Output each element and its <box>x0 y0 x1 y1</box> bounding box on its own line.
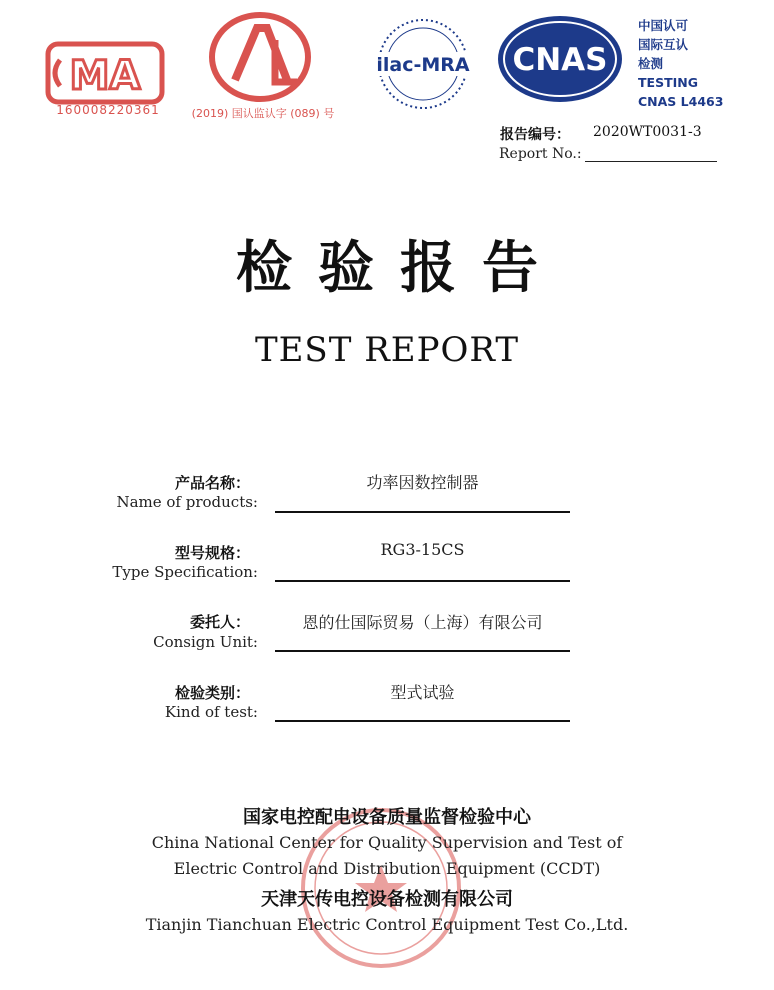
field-underline <box>275 580 570 582</box>
cnas-line: TESTING <box>638 75 698 90</box>
field-label-cn: 型号规格： <box>174 544 250 562</box>
report-no-underline <box>585 161 717 162</box>
ilac-label: ilac-MRA <box>376 54 470 76</box>
cal-caption: (2019) 国认监认字 (089) 号 <box>191 107 335 120</box>
report-no-label-en: Report No.: <box>499 146 582 162</box>
cnas-line: 中国认可 <box>638 18 689 33</box>
org2-name-cn: 天津天传电控设备检测有限公司 <box>261 889 513 910</box>
field-underline <box>275 650 570 652</box>
field-label-cn: 检验类别： <box>174 684 250 702</box>
field-label-en: Consign Unit: <box>153 633 258 651</box>
org1-name-en-line1: China National Center for Quality Supervision and Test of <box>151 833 623 852</box>
field-label-cn: 产品名称： <box>174 474 250 492</box>
report-no-label-cn: 报告编号： <box>500 127 570 143</box>
cnas-line: 检测 <box>638 56 664 71</box>
field-value-type-spec: RG3-15CS <box>380 540 465 559</box>
org1-name-cn: 国家电控配电设备质量监督检验中心 <box>243 807 531 828</box>
org1-name-en-line2: Electric Control and Distribution Equipment (CCDT) <box>173 859 601 878</box>
cnas-line: CNAS L4463 <box>638 94 724 109</box>
field-label-cn: 委托人： <box>189 613 250 631</box>
field-label-en: Name of products: <box>116 493 258 511</box>
cnas-label: CNAS <box>512 42 608 78</box>
cal-logo <box>205 10 315 105</box>
svg-text:MA: MA <box>69 53 141 99</box>
field-value-kind-of-test: 型式试验 <box>390 683 455 702</box>
org2-name-en: Tianjin Tianchuan Electric Control Equipment Test Co.,Ltd. <box>145 915 629 934</box>
title-cn: 检验报告 <box>236 236 564 301</box>
field-value-product-name: 功率因数控制器 <box>366 473 479 492</box>
cnas-side-text <box>638 16 758 111</box>
field-underline <box>275 720 570 722</box>
ilac-mra-logo <box>368 14 478 114</box>
cma-number: 160008220361 <box>56 103 160 117</box>
field-underline <box>275 511 570 513</box>
field-label-en: Kind of test: <box>164 703 258 721</box>
cnas-logo <box>496 14 624 104</box>
field-value-consign-unit: 恩的仕国际贸易（上海）有限公司 <box>302 613 543 632</box>
title-en: TEST REPORT <box>254 330 520 370</box>
report-no-value: 2020WT0031-3 <box>593 124 702 140</box>
field-label-en: Type Specification: <box>112 563 258 581</box>
cnas-line: 国际互认 <box>638 37 689 52</box>
